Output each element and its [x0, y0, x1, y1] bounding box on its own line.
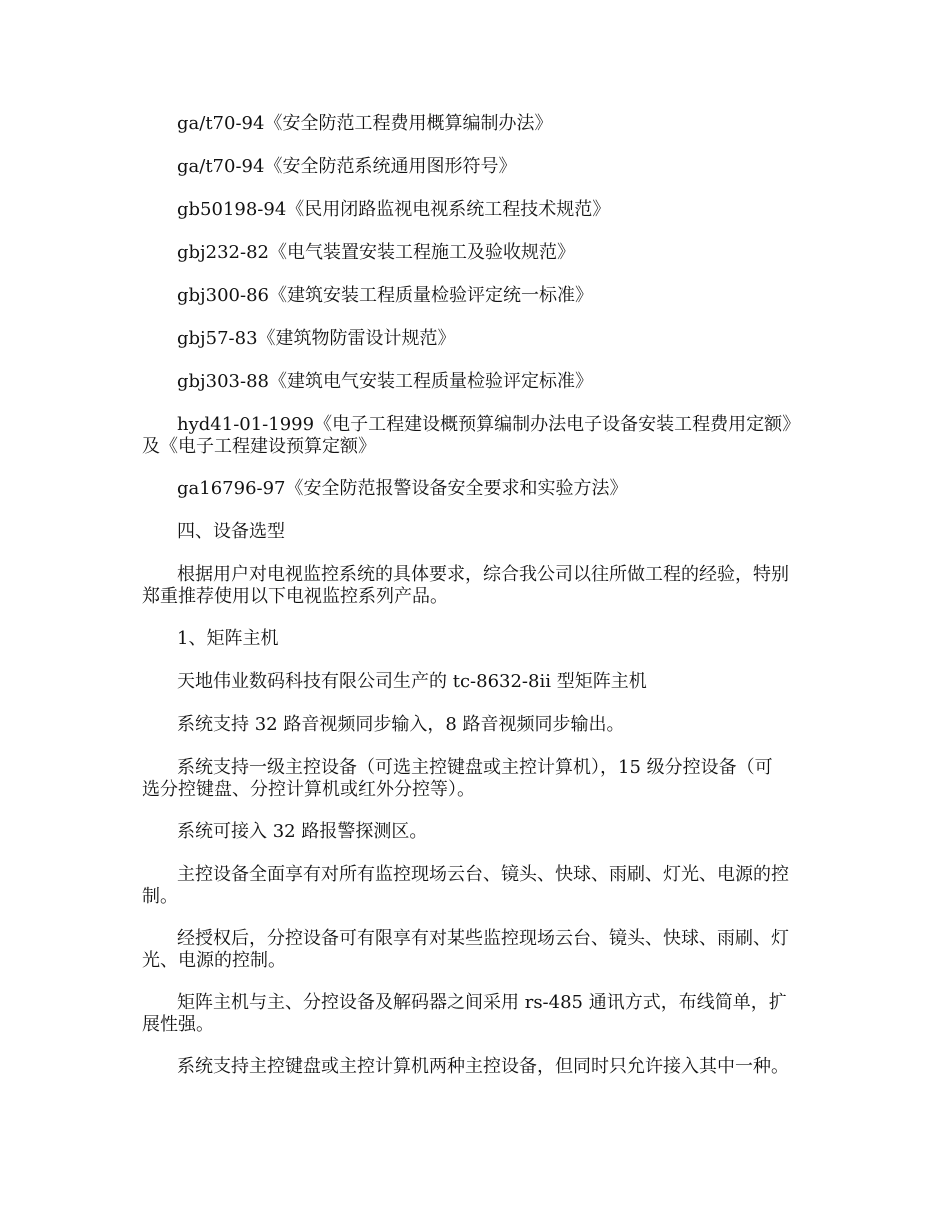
standard-hyd-line1: hyd41-01-1999《电子工程建设概预算编制办法电子设备安装工程费用定额》: [177, 414, 801, 435]
standard-line: ga/t70-94《安全防范工程费用概算编制办法》: [177, 113, 553, 134]
feature-rs485-line1: 矩阵主机与主、分控设备及解码器之间采用 rs-485 通讯方式，布线简单，扩: [177, 992, 787, 1013]
intro-paragraph: [142, 564, 822, 608]
feature-auth-paragraph: [142, 928, 822, 972]
feature-control-line1: 系统支持一级主控设备（可选主控键盘或主控计算机），15 级分控设备（可: [177, 757, 773, 778]
feature-master-line1: 主控设备全面享有对所有监控现场云台、镜头、快球、雨刷、灯光、电源的控: [177, 864, 789, 885]
standard-hyd-paragraph: [142, 414, 822, 458]
intro-line1: 根据用户对电视监控系统的具体要求，综合我公司以往所做工程的经验，特别: [177, 564, 789, 585]
standard-hyd-line2: 及《电子工程建设预算定额》: [142, 436, 376, 457]
standard-line: gbj303-88《建筑电气安装工程质量检验评定标准》: [177, 371, 593, 392]
standard-line: gbj57-83《建筑物防雷设计规范》: [177, 328, 456, 349]
feature-auth-line1: 经授权后，分控设备可有限享有对某些监控现场云台、镜头、快球、雨刷、灯: [177, 928, 789, 949]
feature-rs485-line2: 展性强。: [142, 1014, 214, 1035]
standard-line: ga/t70-94《安全防范系统通用图形符号》: [177, 156, 517, 177]
feature-master-line2: 制。: [142, 886, 178, 907]
product-line: 天地伟业数码科技有限公司生产的 tc-8632-8ii 型矩阵主机: [177, 671, 647, 692]
feature-video-line: 系统支持 32 路音视频同步输入，8 路音视频同步输出。: [177, 714, 625, 735]
standard-line: gbj300-86《建筑安装工程质量检验评定统一标准》: [177, 285, 593, 306]
item-heading: 1、矩阵主机: [177, 628, 279, 649]
intro-line2: 郑重推荐使用以下电视监控系列产品。: [142, 586, 448, 607]
feature-control-line2: 选分控键盘、分控计算机或红外分控等）。: [142, 779, 475, 800]
feature-rs485-paragraph: [142, 992, 822, 1036]
section-heading: 四、设备选型: [177, 521, 285, 542]
standard-line: ga16796-97《安全防范报警设备安全要求和实验方法》: [177, 478, 628, 499]
feature-alarm-line: 系统可接入 32 路报警探测区。: [177, 821, 428, 842]
feature-last-line: 系统支持主控键盘或主控计算机两种主控设备，但同时只允许接入其中一种。: [177, 1056, 789, 1077]
feature-control-paragraph: [142, 757, 822, 801]
feature-master-paragraph: [142, 864, 822, 908]
standard-line: gb50198-94《民用闭路监视电视系统工程技术规范》: [177, 199, 611, 220]
feature-auth-line2: 光、电源的控制。: [142, 950, 286, 971]
standard-line: gbj232-82《电气装置安装工程施工及验收规范》: [177, 242, 575, 263]
